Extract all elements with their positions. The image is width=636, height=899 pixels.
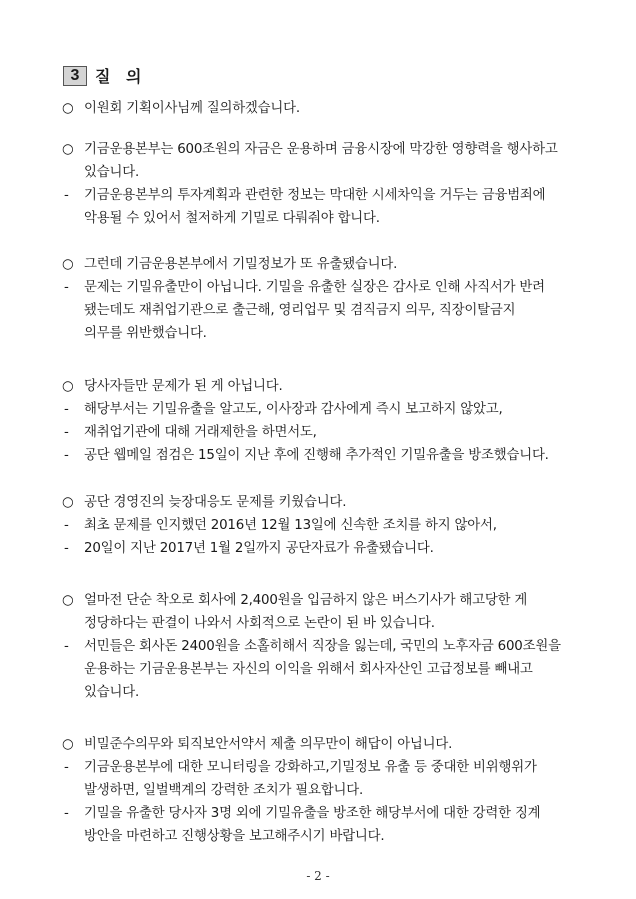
paragraph-line: 최초 문제를 인지했던 2016년 12월 13일에 신속한 조치를 하지 않아서, <box>84 518 497 533</box>
page-number: - 2 - <box>306 869 330 883</box>
paragraph-line: 방안을 마련하고 진행상황을 보고해주시기 바랍니다. <box>84 829 385 844</box>
dash-bullet-icon: - <box>64 541 69 556</box>
paragraph-line: 이원회 기획이사님께 질의하겠습니다. <box>84 101 300 116</box>
circle-bullet-icon: ○ <box>62 101 74 116</box>
paragraph-line: 당사자들만 문제가 된 게 아닙니다. <box>84 379 283 394</box>
paragraph-line: 기금운용본부는 600조원의 자금은 운용하며 금융시장에 막강한 영향력을 행사하고 <box>84 142 558 157</box>
section-number-box: 3 <box>63 66 87 86</box>
paragraph-line: 정당하다는 판결이 나와서 사회적으로 논란이 된 바 있습니다. <box>84 616 435 631</box>
dash-bullet-icon: - <box>64 448 69 463</box>
paragraph-line: 그런데 기금운용본부에서 기밀정보가 또 유출됐습니다. <box>84 257 398 272</box>
circle-bullet-icon: ○ <box>62 737 74 752</box>
dash-bullet-icon: - <box>64 518 69 533</box>
paragraph-line: 공단 웹메일 점검은 15일이 지난 후에 진행해 추가적인 기밀유출을 방조했습니다. <box>84 448 549 463</box>
circle-bullet-icon: ○ <box>62 257 74 272</box>
section-title: 질 의 <box>95 67 147 86</box>
section-heading <box>63 64 146 87</box>
dash-bullet-icon: - <box>64 425 69 440</box>
circle-bullet-icon: ○ <box>62 379 74 394</box>
paragraph-line: 있습니다. <box>84 165 139 180</box>
paragraph-line: 됐는데도 재취업기관으로 출근해, 영리업무 및 겸직금지 의무, 직장이탈금지 <box>84 303 516 318</box>
paragraph-line: 기밀을 유출한 당사자 3명 외에 기밀유출을 방조한 해당부서에 대한 강력한 징계 <box>84 806 541 821</box>
paragraph-line: 문제는 기밀유출만이 아닙니다. 기밀을 유출한 실장은 감사로 인해 사직서가 반려 <box>84 280 545 295</box>
paragraph-line: 기금운용본부에 대한 모니터링을 강화하고,기밀정보 유출 등 중대한 비위행위가 <box>84 760 537 775</box>
circle-bullet-icon: ○ <box>62 142 74 157</box>
paragraph-line: 운용하는 기금운용본부는 자신의 이익을 위해서 회사자산인 고급정보를 빼내고 <box>84 662 533 677</box>
dash-bullet-icon: - <box>64 402 69 417</box>
paragraph-line: 악용될 수 있어서 철저하게 기밀로 다뤄줘야 합니다. <box>84 211 380 226</box>
paragraph-line: 의무를 위반했습니다. <box>84 326 207 341</box>
paragraph-line: 있습니다. <box>84 685 139 700</box>
paragraph-line: 서민들은 회사돈 2400원을 소홀히해서 직장을 잃는데, 국민의 노후자금 600조원을 <box>84 639 561 654</box>
paragraph-line: 기금운용본부의 투자계획과 관련한 정보는 막대한 시세차익을 거두는 금융범죄에 <box>84 188 546 203</box>
paragraph-line: 20일이 지난 2017년 1월 2일까지 공단자료가 유출됐습니다. <box>84 541 434 556</box>
dash-bullet-icon: - <box>64 806 69 821</box>
circle-bullet-icon: ○ <box>62 593 74 608</box>
circle-bullet-icon: ○ <box>62 495 74 510</box>
paragraph-line: 발생하면, 일벌백계의 강력한 조치가 필요합니다. <box>84 783 364 798</box>
dash-bullet-icon: - <box>64 639 69 654</box>
dash-bullet-icon: - <box>64 280 69 295</box>
dash-bullet-icon: - <box>64 188 69 203</box>
paragraph-line: 해당부서는 기밀유출을 알고도, 이사장과 감사에게 즉시 보고하지 않았고, <box>84 402 503 417</box>
paragraph-line: 비밀준수의무와 퇴직보안서약서 제출 의무만이 해답이 아닙니다. <box>84 737 453 752</box>
dash-bullet-icon: - <box>64 760 69 775</box>
paragraph-line: 공단 경영진의 늦장대응도 문제를 키웠습니다. <box>84 495 347 510</box>
paragraph-line: 얼마전 단순 착오로 회사에 2,400원을 입금하지 않은 버스기사가 해고당한 게 <box>84 593 528 608</box>
paragraph-line: 재취업기관에 대해 거래제한을 하면서도, <box>84 425 317 440</box>
